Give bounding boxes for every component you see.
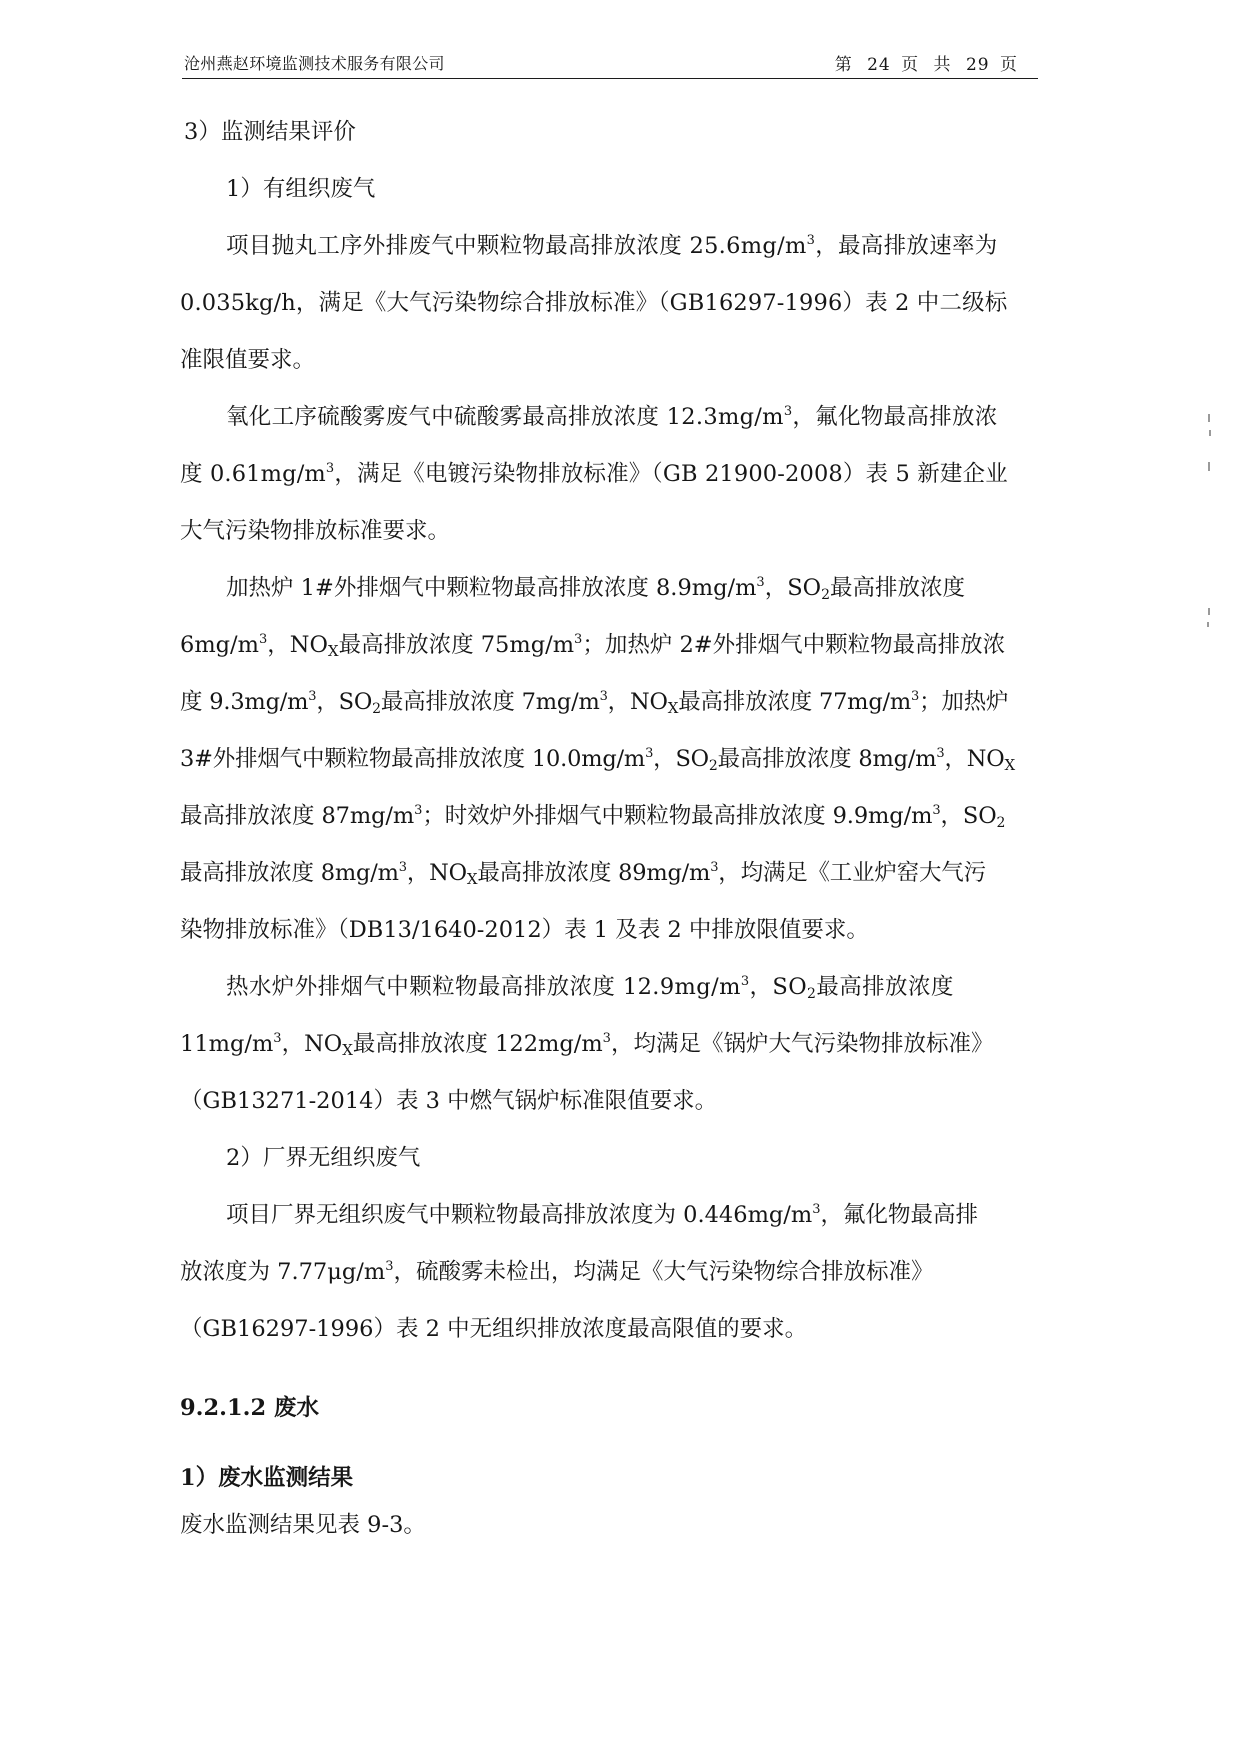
scan-mark xyxy=(1207,622,1209,627)
subsection-organized-emission-title: 1）有组织废气 xyxy=(226,176,376,202)
subsection-fugitive-emission-title: 2）厂界无组织废气 xyxy=(226,1145,421,1171)
page-mid: 页 共 xyxy=(901,55,956,75)
wastewater-results-text: 废水监测结果见表 9-3。 xyxy=(180,1512,426,1538)
wastewater-results-title: 1）废水监测结果 xyxy=(180,1465,354,1491)
section-3-title: 3）监测结果评价 xyxy=(184,119,356,145)
scan-mark xyxy=(1208,414,1210,422)
paragraph-fugitive-emission: 项目厂界无组织废气中颗粒物最高排放浓度为 $0.446mg/m^3$，氟化物最高排 放浓度为 $7.77\mu g/m^3$，硫酸雾未检出，均满足《大气污染物综合排放标准》 （GB16297-1996）表 2 中无组织排放浓度最高限值的要求。 xyxy=(180,1202,979,1342)
page-total: 29 xyxy=(965,55,990,75)
paragraph-hot-water-boiler: 热水炉外排烟气中颗粒物最高排放浓度 $12.9mg/m^3$，$SO_2$最高排放浓度 $11mg/m^3$，$NO_X$最高排放浓度 $122mg/m^3$，均满足《锅炉大气污染物排放标准》 （GB13271-2014）表 3 中燃气锅炉标准限值要求。 xyxy=(180,974,994,1114)
scan-mark xyxy=(1209,430,1211,436)
scan-mark xyxy=(1208,608,1210,615)
page-current: 24 xyxy=(867,55,891,75)
scan-mark xyxy=(1208,462,1210,471)
header-org-name: 沧州燕赵环境监测技术服务有限公司 xyxy=(184,54,445,73)
page-header xyxy=(182,50,1038,79)
page-prefix: 第 xyxy=(834,55,857,75)
paragraph-heating-furnaces: 加热炉 1#外排烟气中颗粒物最高排放浓度 $8.9mg/m^3$，$SO_2$最高排放浓度 $6mg/m^3$，$NO_X$最高排放浓度 $75mg/m^3$；加热炉 2#外排烟气中颗粒物最高排放浓 度 $9.3mg/m^3$，$SO_2$最高排放浓度 $7mg/m^3$，$NO_X$最高排放浓度 $77mg/m^3$；加热炉 3#外排烟气中颗粒物最高排放浓度 $10.0mg/m^3$，$SO_2$最高排放浓度 $8mg/m^3$，$NO_X$ 最高排放浓度 $87mg/m^3$；时效炉外排烟气中颗粒物最高排放浓度 $9.9mg/m^3$，$SO_2$ 最高排放浓度 $8mg/m^3$，$NO_X$最高排放浓度 $89mg/m^3$，均满足《工业炉窑大气污 染物排放标准》（DB13/1640-2012）表 1 及表 2 中排放限值要求。 xyxy=(180,575,1015,943)
document-body xyxy=(180,104,1040,1554)
page-suffix: 页 xyxy=(1000,55,1022,75)
paragraph-oxidation: 氧化工序硫酸雾废气中硫酸雾最高排放浓度 $12.3mg/m^3$，氟化物最高排放浓 度 $0.61mg/m^3$，满足《电镀污染物排放标准》（GB 21900-2008）表 5 新建企业 大气污染物排放标准要求。 xyxy=(180,404,1008,544)
section-9-2-1-2-title: 9.2.1.2 废水 xyxy=(180,1395,319,1421)
header-page-number xyxy=(835,50,1022,75)
paragraph-shot-blasting: 项目抛丸工序外排废气中颗粒物最高排放浓度 $25.6mg/m^3$，最高排放速率为 0.035kg/h，满足《大气污染物综合排放标准》（GB16297-1996）表 2 中二级标 准限值要求。 xyxy=(180,233,1008,373)
